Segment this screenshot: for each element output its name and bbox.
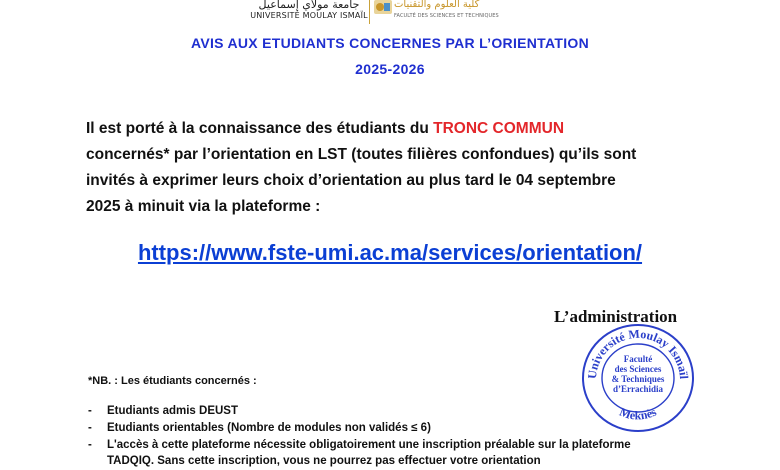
stamp-center-line-4: d’Errachidia xyxy=(612,384,663,394)
stamp-center-line-2: des Sciences xyxy=(614,364,662,374)
stamp-center-line-3: & Techniques xyxy=(611,374,665,384)
body-line-4: 2025 à minuit via la plateforme : xyxy=(86,198,321,215)
orientation-platform-link[interactable]: https://www.fste-umi.ac.ma/services/orientation/ xyxy=(137,240,643,265)
body-line-1 xyxy=(86,116,698,142)
body-line-1-text: Il est porté à la connaissance des étudiants du xyxy=(86,120,434,137)
signature-label: L’administration xyxy=(554,307,678,326)
notice-year: 2025-2026 xyxy=(355,61,425,77)
faculty-logo xyxy=(374,0,499,26)
list-item xyxy=(88,403,688,423)
notice-body xyxy=(86,116,698,220)
note-item-3-continuation: TADQIQ. Sans cette inscription, vous ne pourrez pas effectuer votre orientation xyxy=(107,455,541,467)
tronc-commun-highlight: TRONC COMMUN xyxy=(433,120,565,137)
stamp-ring-top: Université Moulay Ismaïl xyxy=(584,326,692,380)
faculty-name-arabic: كلية العلوم والتقنيات xyxy=(394,0,480,10)
list-item xyxy=(88,420,688,437)
note-item-1: Etudiants admis DEUST xyxy=(107,405,238,417)
bullet-dash-icon: - xyxy=(88,405,92,417)
list-item xyxy=(88,437,688,454)
body-line-2: concernés* par l’orientation en LST (toutes filières confondues) qu’ils sont xyxy=(86,146,637,163)
stamp-center-text xyxy=(606,354,670,394)
bullet-dash-icon: - xyxy=(88,422,92,434)
notes-heading: *NB. : Les étudiants concernés : xyxy=(88,375,257,387)
stamp-center-line-1: Faculté xyxy=(623,354,653,364)
list-item-continuation xyxy=(88,454,688,468)
bullet-dash-icon: - xyxy=(88,439,92,451)
faculty-emblem-icon xyxy=(374,0,392,14)
notes-list xyxy=(88,403,688,468)
logo-divider xyxy=(369,0,370,24)
university-name-french: UNIVERSITÉ MOULAY ISMAÏL xyxy=(250,11,368,20)
note-item-2: Etudiants orientables (Nombre de modules non validés ≤ 6) xyxy=(107,422,431,434)
note-item-3: L'accès à cette plateforme nécessite obligatoirement une inscription préalable sur la plateforme xyxy=(107,439,631,451)
university-name-arabic: جامعة مولاي إسماعيل xyxy=(258,0,360,11)
university-logo xyxy=(250,0,368,24)
stamp-ring-bottom: Meknès xyxy=(617,404,659,423)
notice-title: AVIS AUX ETUDIANTS CONCERNES PAR L’ORIENTATION xyxy=(190,35,590,51)
faculty-name-french: FACULTÉ DES SCIENCES ET TECHNIQUES xyxy=(394,13,499,19)
body-line-3: invités à exprimer leurs choix d’orientation au plus tard le 04 septembre xyxy=(86,172,616,189)
